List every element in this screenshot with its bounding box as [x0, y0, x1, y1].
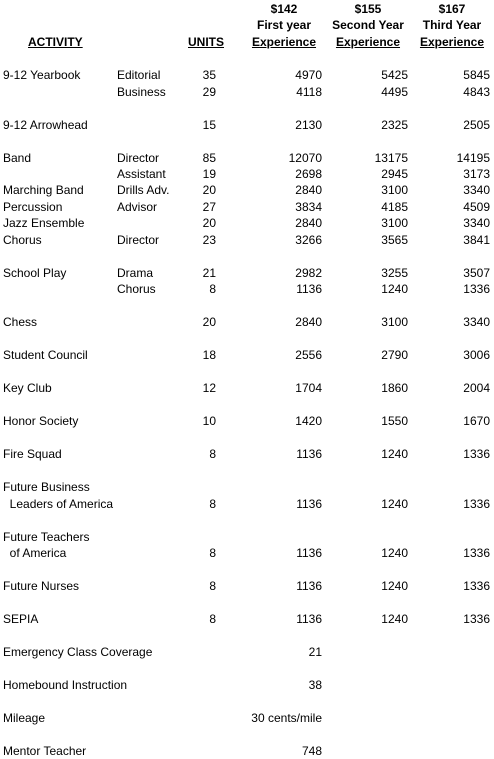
third-year-value: 1336: [463, 497, 490, 511]
first-year-value: 2840: [295, 183, 322, 197]
activity-name: Leaders of America: [3, 497, 114, 511]
units-value: 8: [209, 612, 216, 626]
second-year-value: 1240: [381, 447, 408, 461]
first-year-value: 2840: [295, 216, 322, 230]
activity-name: Honor Society: [3, 414, 79, 428]
third-year-value: 3340: [463, 216, 490, 230]
second-year-value: 4185: [381, 200, 408, 214]
activity-name: Future Teachers: [3, 530, 90, 544]
first-year-value: 3266: [295, 233, 322, 247]
activity-name: SEPIA: [3, 612, 39, 626]
second-year-value: 3100: [381, 183, 408, 197]
third-year-value: 4843: [463, 85, 490, 99]
first-year-value: 3834: [295, 200, 322, 214]
first-year-value: 1704: [295, 381, 322, 395]
second-year-value: 4495: [381, 85, 408, 99]
first-year-value: 4118: [296, 85, 322, 99]
first-year-value: 2840: [295, 315, 322, 329]
role-name: Director: [117, 233, 160, 247]
col2-rate: $155: [354, 2, 382, 16]
third-year-value: 1336: [463, 579, 490, 593]
first-year-value: 4970: [295, 68, 322, 82]
second-year-value: 1240: [381, 612, 408, 626]
third-year-value: 1670: [463, 414, 490, 428]
first-year-value: 2130: [295, 118, 322, 132]
activity-name: of America: [3, 546, 67, 560]
third-year-value: 5845: [463, 68, 490, 82]
units-value: 85: [202, 151, 216, 165]
second-year-value: 1240: [381, 282, 408, 296]
third-year-value: 14195: [456, 151, 490, 165]
first-year-value: 1136: [296, 497, 322, 511]
second-year-value: 2325: [381, 118, 408, 132]
activity-name: Key Club: [3, 381, 52, 395]
third-year-value: 1336: [463, 546, 490, 560]
role-name: Director: [117, 151, 160, 165]
extra-rate-value: 21: [308, 645, 322, 659]
activity-header: ACTIVITY: [28, 35, 83, 49]
units-value: 12: [202, 381, 216, 395]
second-year-value: 5425: [381, 68, 408, 82]
second-year-value: 1240: [381, 497, 408, 511]
units-value: 35: [202, 68, 216, 82]
first-year-value: 2556: [295, 348, 322, 362]
first-year-value: 1136: [296, 612, 322, 626]
units-value: 8: [209, 497, 216, 511]
units-header: UNITS: [188, 35, 224, 49]
units-value: 8: [209, 282, 216, 296]
units-value: 27: [202, 200, 216, 214]
extra-rate-value: 38: [308, 678, 322, 692]
third-year-value: 3006: [463, 348, 490, 362]
second-year-value: 3565: [381, 233, 408, 247]
activity-name: Future Nurses: [3, 579, 80, 593]
role-name: Assistant: [117, 167, 166, 181]
first-year-value: 2982: [295, 266, 322, 280]
first-year-value: 1136: [296, 546, 322, 560]
col3-rate: $167: [438, 2, 466, 16]
activity-name: Chorus: [3, 233, 42, 247]
second-year-value: 3100: [381, 216, 408, 230]
activity-name: Band: [3, 151, 32, 165]
col3-header-line1: Third Year: [422, 18, 482, 32]
second-year-value: 3100: [381, 315, 408, 329]
units-value: 20: [202, 183, 216, 197]
second-year-value: 2945: [381, 167, 408, 181]
activity-name: School Play: [3, 266, 67, 280]
units-value: 15: [202, 118, 216, 132]
second-year-value: 1240: [381, 546, 408, 560]
activity-name: Chess: [3, 315, 38, 329]
role-name: Business: [117, 85, 166, 99]
extra-rate-label: Mileage: [3, 711, 46, 725]
col1-rate: $142: [270, 2, 298, 16]
activity-name: Fire Squad: [3, 447, 62, 461]
first-year-value: 12070: [288, 151, 322, 165]
col3-header-line2: Experience: [419, 35, 485, 49]
units-value: 8: [209, 447, 216, 461]
activity-name: Marching Band: [3, 183, 84, 197]
extra-rate-label: Mentor Teacher: [3, 744, 87, 758]
role-name: Drama: [117, 266, 154, 280]
role-name: Drills Adv.: [117, 183, 170, 197]
role-name: Chorus: [117, 282, 156, 296]
third-year-value: 3340: [463, 315, 490, 329]
activity-name: 9-12 Yearbook: [3, 68, 81, 82]
units-value: 18: [202, 348, 216, 362]
third-year-value: 2004: [463, 381, 490, 395]
second-year-value: 1240: [381, 579, 408, 593]
activity-name: 9-12 Arrowhead: [3, 118, 88, 132]
third-year-value: 1336: [463, 282, 490, 296]
first-year-value: 1420: [295, 414, 322, 428]
extra-rate-value: 748: [301, 744, 322, 758]
units-value: 8: [209, 579, 216, 593]
col1-header-line2: Experience: [251, 35, 317, 49]
units-value: 21: [202, 266, 216, 280]
second-year-value: 3255: [381, 266, 408, 280]
third-year-value: 3507: [463, 266, 490, 280]
third-year-value: 2505: [463, 118, 490, 132]
activity-name: Student Council: [3, 348, 88, 362]
third-year-value: 1336: [463, 447, 490, 461]
role-name: Advisor: [117, 200, 158, 214]
third-year-value: 1336: [463, 612, 490, 626]
role-name: Editorial: [117, 68, 161, 82]
second-year-value: 2790: [381, 348, 408, 362]
activity-name: Percussion: [3, 200, 63, 214]
extra-rate-label: Homebound Instruction: [3, 678, 128, 692]
extra-rate-value: 30 cents/mile: [251, 711, 322, 725]
units-value: 23: [202, 233, 216, 247]
activity-name: Jazz Ensemble: [3, 216, 85, 230]
third-year-value: 4509: [463, 200, 490, 214]
col2-header-line1: Second Year: [332, 18, 404, 32]
units-value: 20: [202, 315, 216, 329]
first-year-value: 1136: [296, 579, 322, 593]
extra-rate-label: Emergency Class Coverage: [3, 645, 153, 659]
first-year-value: 1136: [296, 282, 322, 296]
col1-header-line1: First year: [256, 18, 312, 32]
second-year-value: 13175: [374, 151, 408, 165]
third-year-value: 3340: [463, 183, 490, 197]
activity-name: Future Business: [3, 480, 90, 494]
first-year-value: 2698: [295, 167, 322, 181]
col2-header-line2: Experience: [335, 35, 401, 49]
units-value: 20: [202, 216, 216, 230]
units-value: 8: [209, 546, 216, 560]
second-year-value: 1550: [381, 414, 408, 428]
units-value: 29: [202, 85, 216, 99]
third-year-value: 3841: [463, 233, 490, 247]
third-year-value: 3173: [463, 167, 490, 181]
units-value: 10: [202, 414, 216, 428]
first-year-value: 1136: [296, 447, 322, 461]
second-year-value: 1860: [381, 381, 408, 395]
units-value: 19: [202, 167, 216, 181]
